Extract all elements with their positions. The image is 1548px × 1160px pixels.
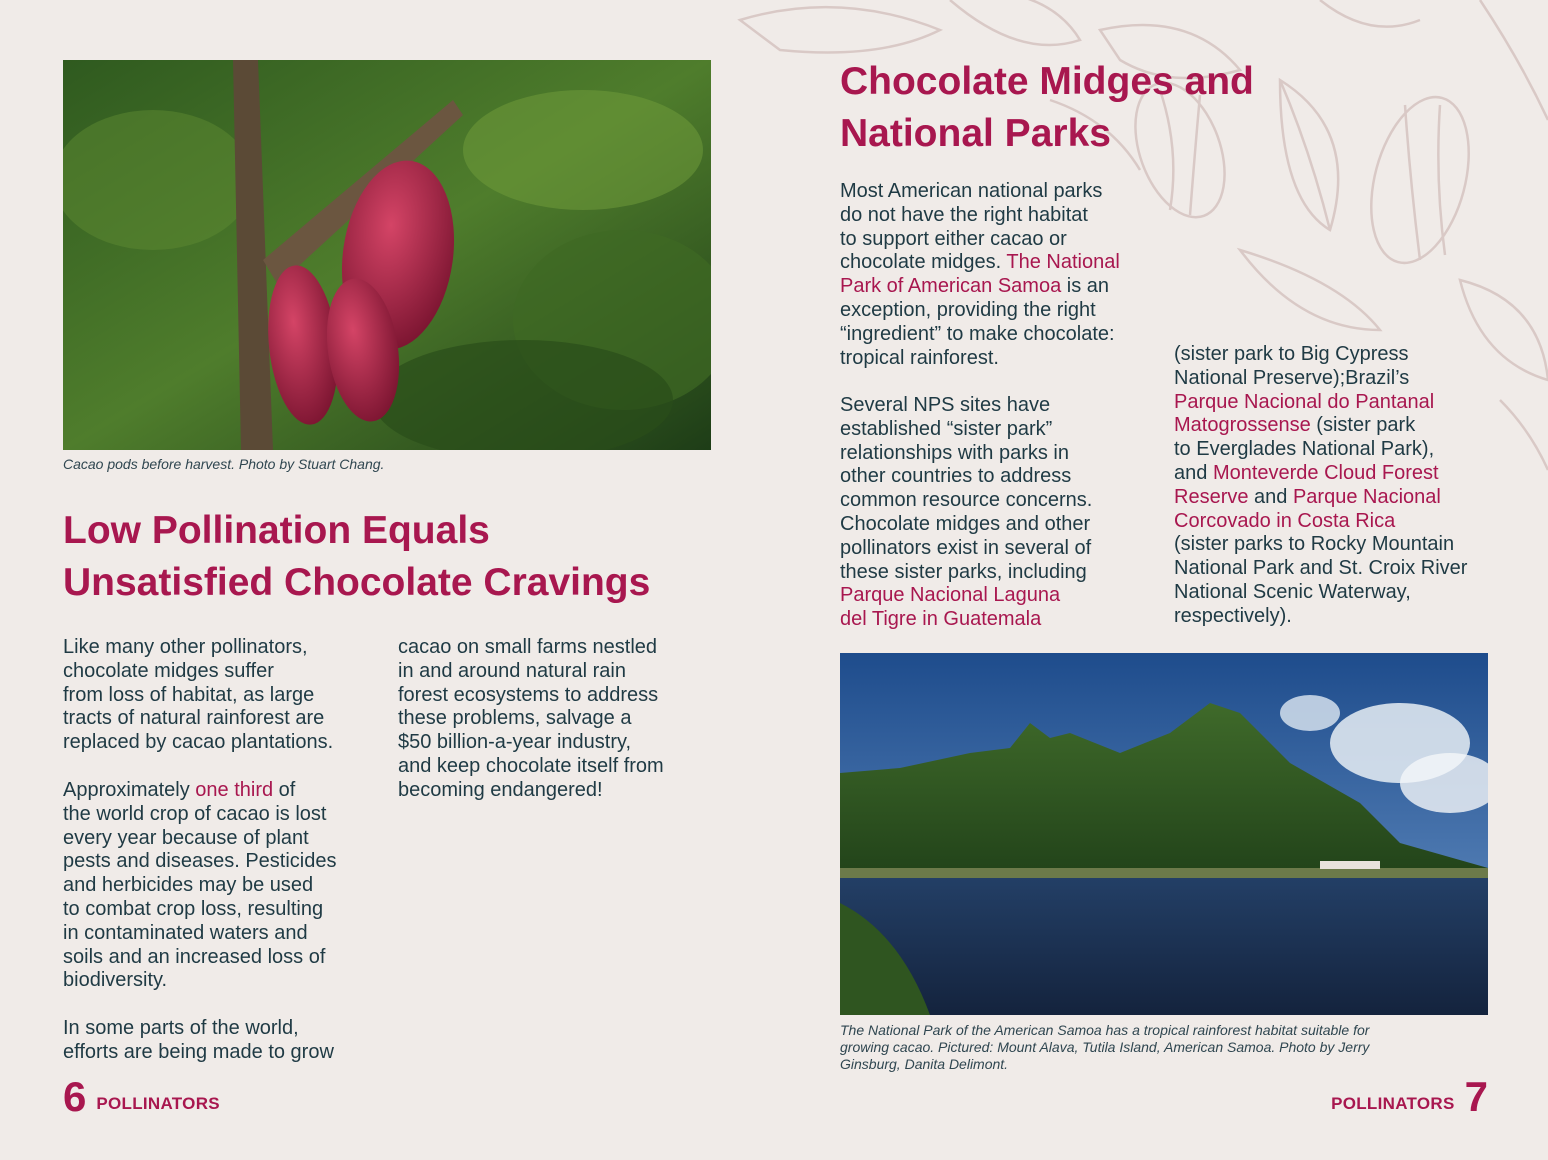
corcovado-link[interactable]: Parque Nacional Corcovado in Costa Rica bbox=[1174, 485, 1441, 532]
right-col2-text-2: (sister park to Everglades National Park), and bbox=[1174, 414, 1435, 484]
left-heading-line-2: Unsatisfied Chocolate Cravings bbox=[63, 561, 651, 604]
page-number-7: 7 bbox=[1464, 1073, 1488, 1120]
page-number-6: 6 bbox=[63, 1073, 87, 1120]
left-page-footer bbox=[63, 1073, 220, 1120]
left-heading-line-1: Low Pollination Equals bbox=[63, 509, 490, 552]
right-section-label: POLLINATORS bbox=[1331, 1094, 1455, 1113]
right-p1-text-after: is an exception, providing the right “ingredient” to make chocolate: tropical rainforest. bbox=[840, 275, 1115, 369]
cacao-pods-photo bbox=[63, 60, 711, 450]
right-p1-text-before: Most American national parks do not have the right habitat to support either cacao or chocolate midges. bbox=[840, 180, 1103, 274]
samoa-photo-caption: The National Park of the American Samoa has a tropical rainforest habitat suitable for growing cacao. Pictured: Mount Alava, Tutila Island, American Samoa. Photo by Jerry Ginsburg, Danita Delimont. bbox=[840, 1022, 1370, 1072]
right-col2-text-3: and bbox=[1248, 485, 1293, 508]
right-heading-line-1: Chocolate Midges and bbox=[840, 60, 1254, 103]
left-col2-paragraph-1: cacao on small farms nestled in and around natural rain forest ecosystems to address these problems, salvage a $50 billion-a-year industry, and keep chocolate itself from becoming endangered! bbox=[398, 636, 664, 801]
right-col2-text-4: (sister parks to Rocky Mountain National Park and St. Croix River National Scenic Waterway, respectively). bbox=[1174, 533, 1468, 627]
right-col1-paragraph-2 bbox=[840, 394, 1160, 632]
left-col1-paragraph-2 bbox=[63, 779, 383, 993]
left-col1-paragraph-1: Like many other pollinators, chocolate midges suffer from loss of habitat, as large tracts of natural rainforest are replaced by cacao plantations. bbox=[63, 636, 334, 754]
right-col2-paragraph bbox=[1174, 343, 1504, 629]
monteverde-link[interactable]: Monteverde Cloud Forest Reserve bbox=[1174, 461, 1439, 508]
american-samoa-photo bbox=[840, 653, 1488, 1015]
laguna-del-tigre-link[interactable]: Parque Nacional Laguna del Tigre in Guatemala bbox=[840, 584, 1061, 631]
one-third-link[interactable]: one third bbox=[195, 779, 274, 801]
cacao-photo-caption: Cacao pods before harvest. Photo by Stuart Chang. bbox=[63, 456, 385, 472]
right-p2-text-before: Several NPS sites have established “sister park” relationships with parks in other countries to address common resource concerns. Chocolate midges and other pollinators exist in several of these sister parks, including bbox=[840, 394, 1093, 583]
left-p2-text-before: Approximately bbox=[63, 779, 196, 801]
right-page-footer bbox=[1331, 1073, 1488, 1120]
left-p2-text-after: of the world crop of cacao is lost every year because of plant pests and diseases. Pesticides and herbicides may be used to combat crop loss, resulting in contaminated waters and soils and an increased loss of biodiversity. bbox=[63, 779, 337, 992]
right-heading-line-2: National Parks bbox=[840, 112, 1111, 155]
right-col2-text-1: (sister park to Big Cypress National Preserve);Brazil’s bbox=[1174, 343, 1410, 389]
american-samoa-park-link[interactable]: The National Park of American Samoa bbox=[840, 251, 1120, 298]
right-col1-paragraph-1 bbox=[840, 180, 1160, 370]
right-page-heading bbox=[840, 56, 1440, 160]
pantanal-link[interactable]: Parque Nacional do Pantanal Matogrossense bbox=[1174, 390, 1435, 437]
left-section-label: POLLINATORS bbox=[96, 1094, 220, 1113]
left-col1-paragraph-3: In some parts of the world, efforts are being made to grow bbox=[63, 1017, 334, 1063]
left-page-heading bbox=[63, 505, 743, 609]
